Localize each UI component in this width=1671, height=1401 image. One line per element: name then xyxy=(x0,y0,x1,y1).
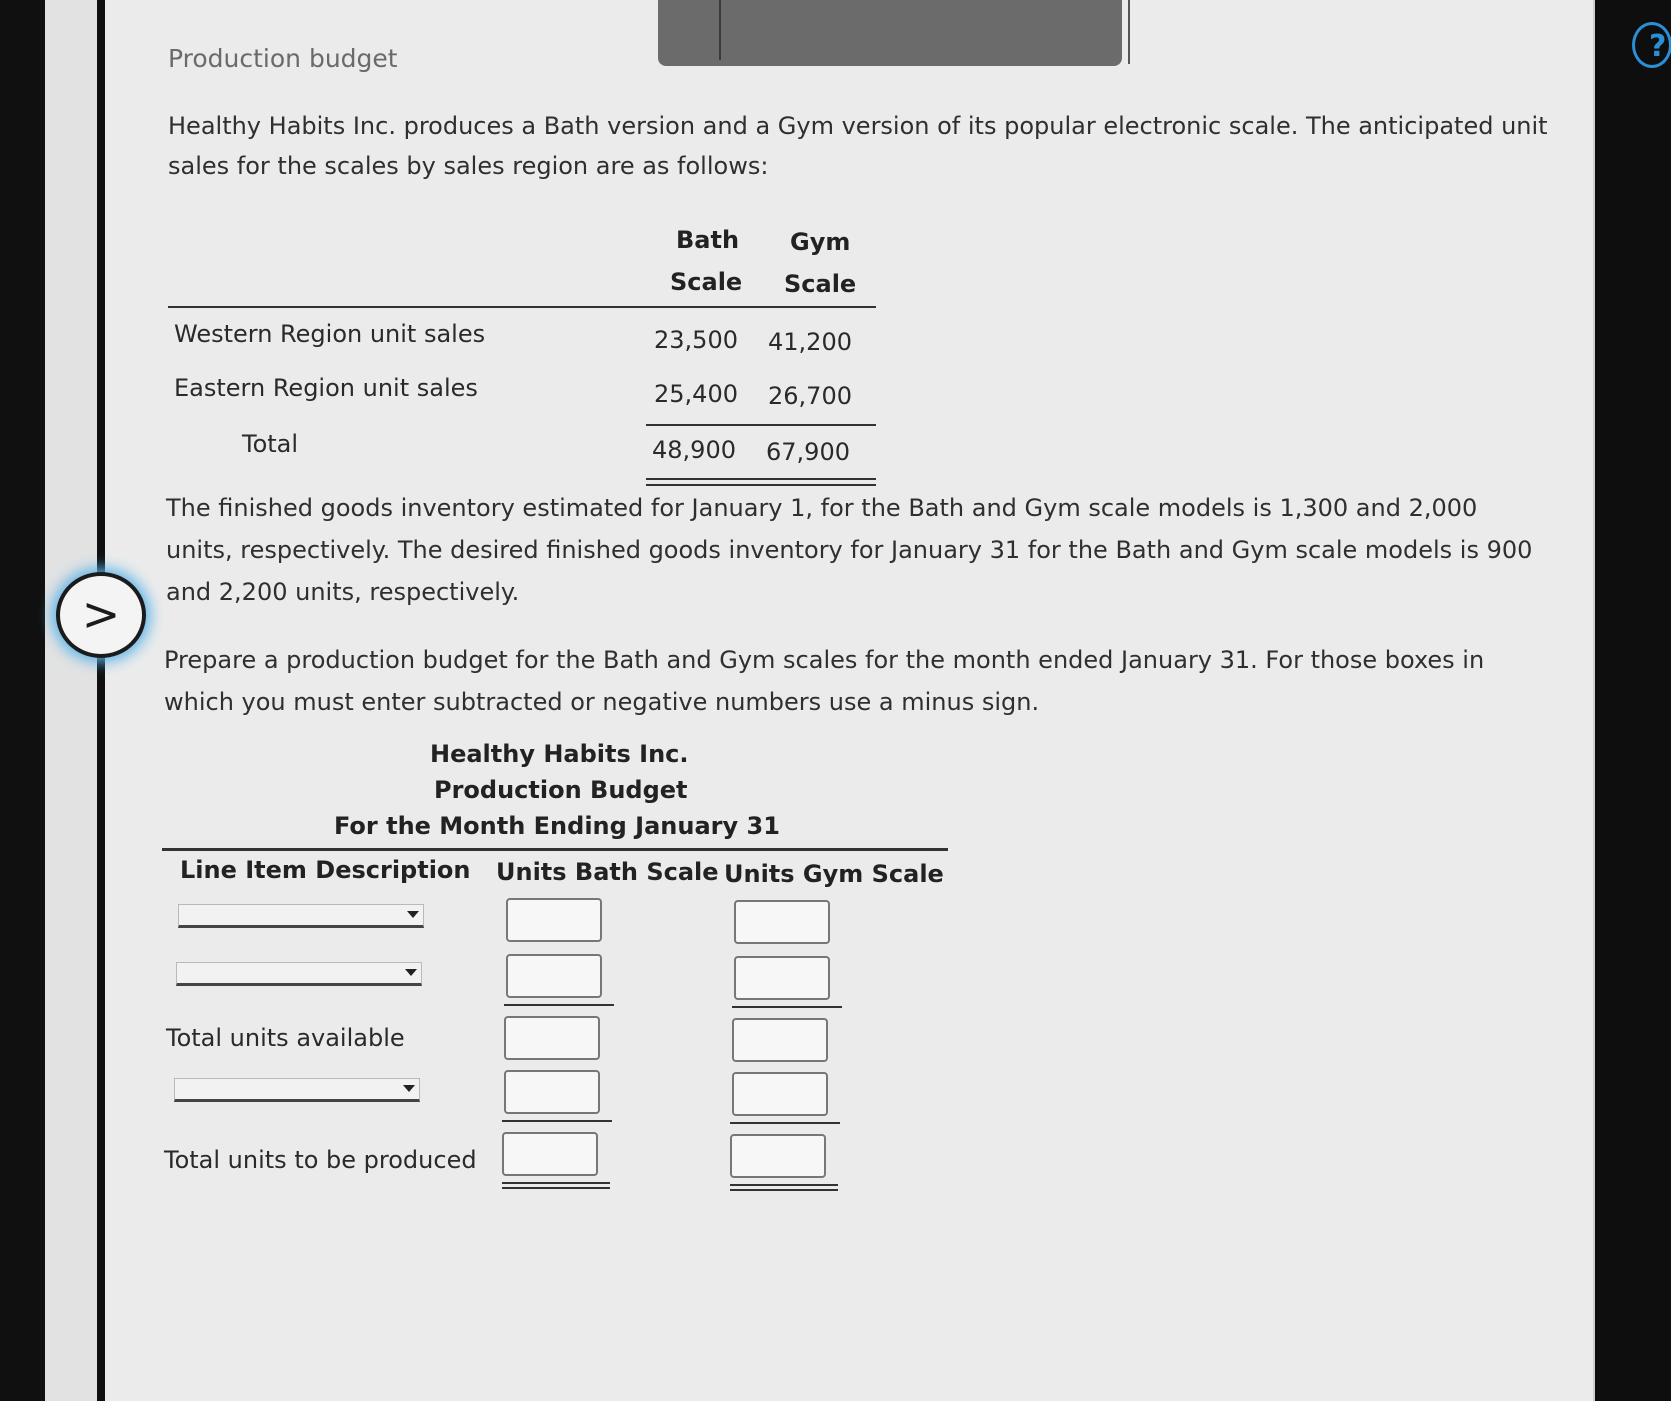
row-western-bath: 23,500 xyxy=(654,326,738,354)
bath-input-2[interactable] xyxy=(506,954,602,998)
row-eastern-label: Eastern Region unit sales xyxy=(174,374,478,402)
row-western-gym: 41,200 xyxy=(768,328,852,356)
gym-produced-rule xyxy=(730,1122,840,1124)
line-item-select-1[interactable] xyxy=(178,904,424,928)
bath-final-double-rule-1 xyxy=(502,1182,610,1184)
budget-period: For the Month Ending January 31 xyxy=(334,812,780,840)
budget-title: Production Budget xyxy=(434,776,688,804)
subtotal-rule xyxy=(646,424,876,426)
bath-produced-rule xyxy=(502,1120,612,1122)
bath-total-produced-input[interactable] xyxy=(502,1132,598,1176)
gym-input-1[interactable] xyxy=(734,900,830,944)
gym-input-2[interactable] xyxy=(734,956,830,1000)
gym-subtotal-rule xyxy=(732,1006,842,1008)
bath-input-3[interactable] xyxy=(504,1070,600,1114)
chevron-down-icon xyxy=(405,969,417,976)
inventory-line-3: and 2,200 units, respectively. xyxy=(166,578,520,606)
line-item-select-2[interactable] xyxy=(176,962,422,986)
gym-total-produced-input[interactable] xyxy=(730,1134,826,1178)
col-header-bath-1: Bath xyxy=(676,226,740,254)
inventory-line-2: units, respectively. The desired finished goods inventory for January 31 for the Bath and Gym scale models is 900 xyxy=(166,536,1533,564)
col-line-item-description: Line Item Description xyxy=(180,856,471,884)
table-header-rule xyxy=(168,306,876,308)
total-double-rule-1 xyxy=(646,478,876,480)
left-margin-panel xyxy=(45,0,97,1401)
budget-header-rule xyxy=(162,848,948,851)
top-toolbar-tab[interactable] xyxy=(658,0,1122,66)
toolbar-edge xyxy=(1128,0,1130,64)
col-header-bath-2: Scale xyxy=(670,268,743,296)
col-header-gym-2: Scale xyxy=(784,270,857,298)
line-item-select-3[interactable] xyxy=(174,1078,420,1102)
help-icon[interactable]: ? xyxy=(1632,22,1671,68)
toolbar-divider xyxy=(719,0,721,60)
col-units-gym: Units Gym Scale xyxy=(724,860,944,888)
gym-final-double-rule-1 xyxy=(730,1184,838,1186)
col-units-bath: Units Bath Scale xyxy=(496,858,719,886)
row-western-label: Western Region unit sales xyxy=(174,320,486,348)
intro-line-1: Healthy Habits Inc. produces a Bath version and a Gym version of its popular electronic scale. The anticipated unit xyxy=(168,112,1548,140)
chevron-down-icon xyxy=(403,1085,415,1092)
total-units-produced-label: Total units to be produced xyxy=(164,1146,477,1174)
total-units-available-label: Total units available xyxy=(166,1024,405,1052)
instructions-line-1: Prepare a production budget for the Bath and Gym scales for the month ended January 31. For those boxes in xyxy=(164,646,1485,674)
total-double-rule-2 xyxy=(646,484,876,486)
bath-subtotal-rule xyxy=(504,1004,614,1006)
row-total-label: Total xyxy=(242,430,299,458)
row-eastern-gym: 26,700 xyxy=(768,382,852,410)
bath-input-1[interactable] xyxy=(506,898,602,942)
section-title: Production budget xyxy=(168,44,398,73)
row-total-bath: 48,900 xyxy=(652,436,736,464)
gym-final-double-rule-2 xyxy=(730,1189,838,1191)
instructions-line-2: which you must enter subtracted or negative numbers use a minus sign. xyxy=(164,688,1040,716)
gym-input-3[interactable] xyxy=(732,1072,828,1116)
chevron-down-icon xyxy=(407,911,419,918)
budget-company: Healthy Habits Inc. xyxy=(430,740,689,768)
next-button[interactable]: > xyxy=(56,572,146,658)
row-total-gym: 67,900 xyxy=(766,438,850,466)
row-eastern-bath: 25,400 xyxy=(654,380,738,408)
gym-total-available-input[interactable] xyxy=(732,1018,828,1062)
intro-line-2: sales for the scales by sales region are as follows: xyxy=(168,152,769,180)
inventory-line-1: The finished goods inventory estimated for January 1, for the Bath and Gym scale models is 1,300 and 2,000 xyxy=(166,494,1478,522)
col-header-gym-1: Gym xyxy=(790,228,851,256)
right-bezel xyxy=(1595,0,1671,1401)
bath-total-available-input[interactable] xyxy=(504,1016,600,1060)
bath-final-double-rule-2 xyxy=(502,1187,610,1189)
